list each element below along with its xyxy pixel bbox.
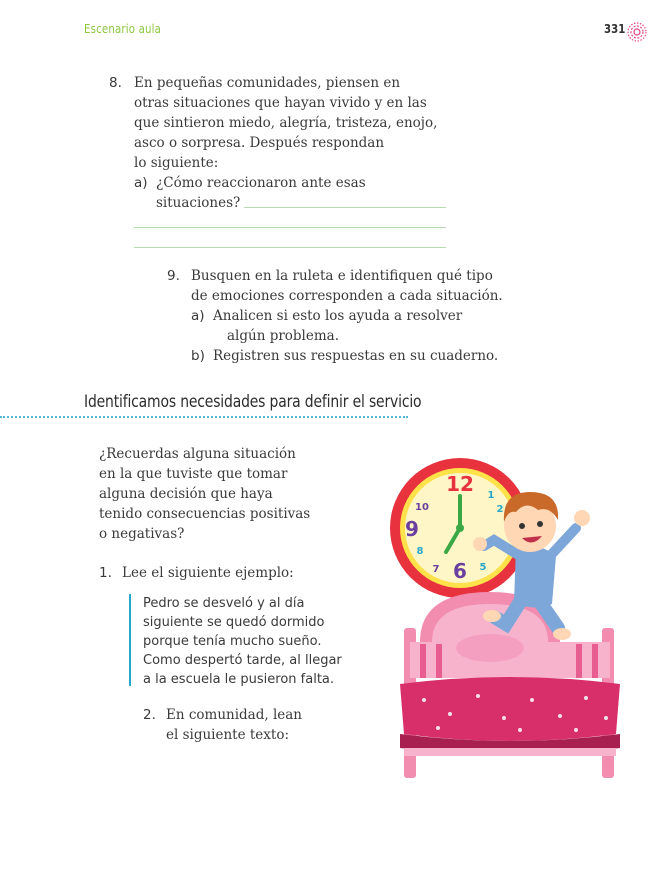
q9b-label: b) [191,348,205,364]
q8-number: 8. [109,75,122,91]
q2-line: En comunidad, lean [166,707,303,723]
q8-line: En pequeñas comunidades, piensen en [134,75,401,91]
q8a-line: ¿Cómo reaccionaron ante esas [156,175,366,191]
intro-line: ¿Recuerdas alguna situación [99,446,296,462]
q8-line: que sintieron miedo, alegría, tristeza, enojo, [134,115,438,131]
answer-line[interactable] [134,247,446,248]
clock-number: 9 [405,517,419,541]
clock-number: 1 [487,490,495,501]
example-line: a la escuela le pusieron falta. [143,672,335,687]
q9b-text: Registren sus respuestas en su cuaderno. [213,348,499,364]
example-line: Como despertó tarde, al llegar [143,653,342,668]
q2-text [166,705,302,745]
answer-line[interactable] [244,207,446,208]
q8-line: otras situaciones que hayan vivido y en las [134,95,427,111]
illustration [380,452,640,782]
q8a-line: situaciones? [156,195,241,211]
intro-line: tenido consecuencias positivas [99,506,311,522]
intro-line: alguna decisión que haya [99,486,273,502]
q9-text [191,266,503,306]
quote-bar [129,594,131,686]
intro-line: o negativas? [99,526,185,542]
flower-icon [627,22,647,42]
clock-number: 5 [479,562,487,573]
q9a-line: Analicen si esto los ayuda a resolver [213,308,463,324]
q8a-label: a) [134,175,148,191]
q8-line: asco o sorpresa. Después respondan [134,135,385,151]
q1-text: Lee el siguiente ejemplo: [122,565,294,581]
q8-text [134,73,437,173]
q9a-line: algún problema. [227,328,340,344]
intro-line: en la que tuviste que tomar [99,466,288,482]
q2-number: 2. [143,707,156,723]
example-line: siguiente se quedó dormido [143,615,325,630]
page-number: 331 [604,22,626,36]
example-line: Pedro se desveló y al día [143,596,305,611]
q2-line: el siguiente texto: [166,727,290,743]
q9-line: Busquen en la ruleta e identifiquen qué tipo [191,268,493,284]
q9a-text [213,306,462,346]
clock-number: 10 [415,502,429,513]
answer-line[interactable] [134,227,446,228]
header-section-label: Escenario aula [84,22,162,36]
intro-text [99,444,310,544]
example-line: porque tenía mucho sueño. [143,634,322,649]
q9-number: 9. [167,268,180,284]
section-divider [0,416,408,418]
clock-number: 12 [446,472,474,496]
q9-line: de emociones corresponden a cada situación. [191,288,503,304]
clock-number: 2 [496,504,504,515]
clock-number: 7 [432,564,440,575]
clock-number: 6 [453,559,467,583]
q9a-label: a) [191,308,205,324]
q8-line: lo siguiente: [134,155,219,171]
section-title: Identificamos necesidades para definir el servicio [84,392,422,412]
q1-number: 1. [99,565,112,581]
example-quote [143,594,342,689]
clock-number: 8 [416,546,424,557]
